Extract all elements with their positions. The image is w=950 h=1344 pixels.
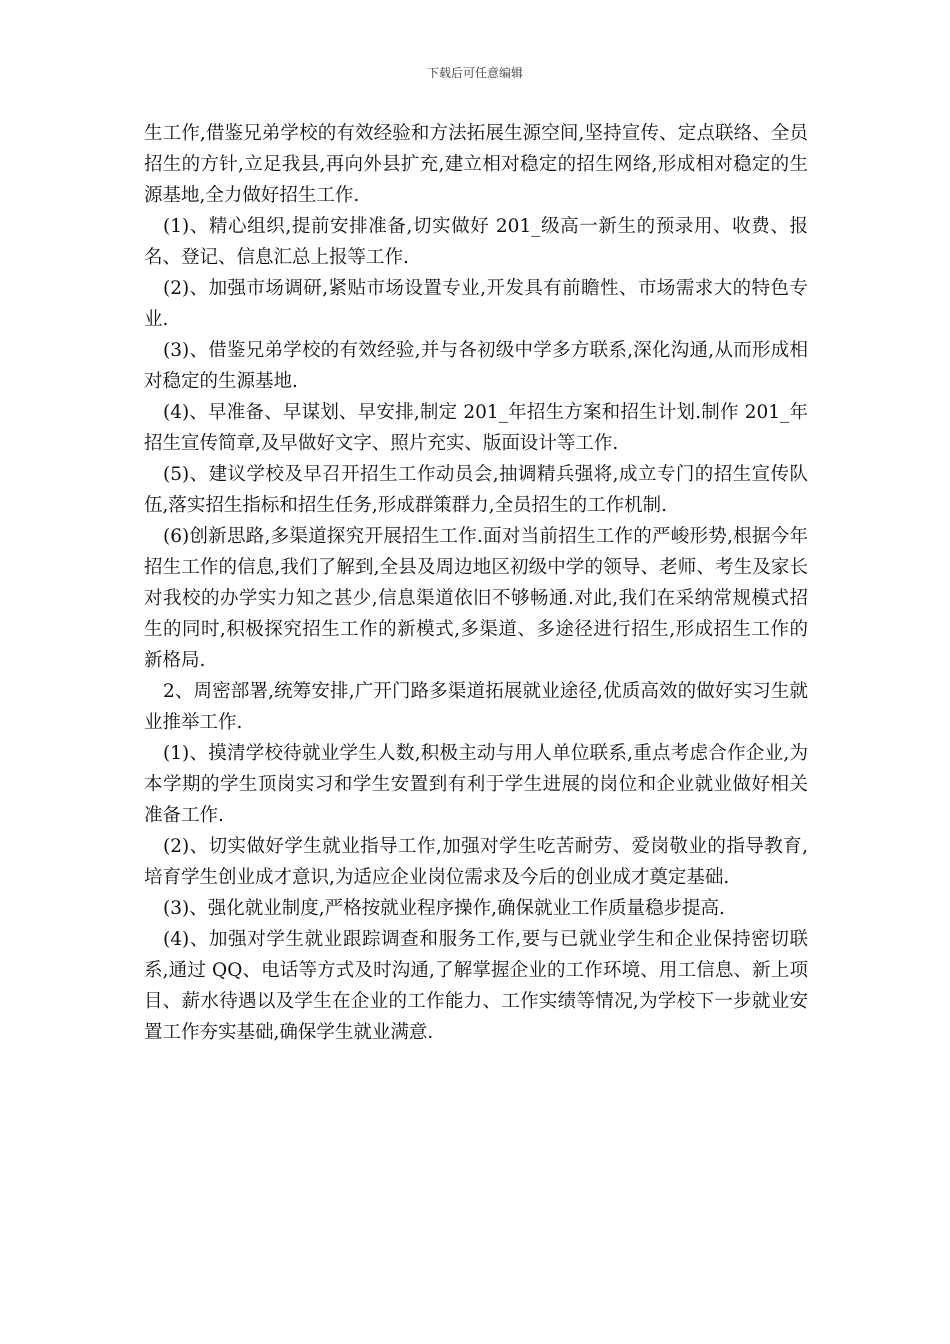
- page-header: 下载后可任意编辑: [426, 66, 523, 80]
- paragraph-intro: 生工作,借鉴兄弟学校的有效经验和方法拓展生源空间,坚持宣传、定点联络、全员招生的方针,立足我县,再向外县扩充,建立相对稳定的招生网络,形成相对稳定的生源基地,全力做好招生工作.: [144, 123, 808, 206]
- paragraph-item-3: (3)、借鉴兄弟学校的有效经验,并与各初级中学多方联系,深化沟通,从而形成相对稳定的生源基地.: [144, 340, 808, 392]
- paragraph-item-2: (2)、加强市场调研,紧贴市场设置专业,开发具有前瞻性、市场需求大的特色专业.: [144, 278, 808, 330]
- paragraph-item-6: (6)创新思路,多渠道探究开展招生工作.面对当前招生工作的严峻形势,根据今年招生工作的信息,我们了解到,全县及周边地区初级中学的领导、老师、考生及家长对我校的办学实力知之甚少,信息渠道依旧不够畅通.对此,我们在采纳常规模式招生的同时,积极探究招生工作的新模式,多渠道、多途径进行招生,形成招生工作的新格局.: [144, 526, 808, 671]
- paragraph-section-2-item-2: (2)、切实做好学生就业指导工作,加强对学生吃苦耐劳、爱岗敬业的指导教育,培育学生创业成才意识,为适应企业岗位需求及今后的创业成才奠定基础.: [144, 836, 808, 888]
- paragraph-section-2-item-3: (3)、强化就业制度,严格按就业程序操作,确保就业工作质量稳步提高.: [163, 898, 725, 919]
- document-body: [144, 118, 808, 1048]
- paragraph-section-2-item-1: (1)、摸清学校待就业学生人数,积极主动与用人单位联系,重点考虑合作企业,为本学期的学生顶岗实习和学生安置到有利于学生进展的岗位和企业就业做好相关准备工作.: [144, 743, 808, 826]
- paragraph-item-4: (4)、早准备、早谋划、早安排,制定 201_年招生方案和招生计划.制作 201_年招生宣传简章,及早做好文字、照片充实、版面设计等工作.: [144, 402, 808, 454]
- paragraph-item-1: (1)、精心组织,提前安排准备,切实做好 201_级高一新生的预录用、收费、报名、登记、信息汇总上报等工作.: [144, 216, 808, 268]
- paragraph-section-2-item-4: (4)、加强对学生就业跟踪调查和服务工作,要与已就业学生和企业保持密切联系,通过 QQ、电话等方式及时沟通,了解掌握企业的工作环境、用工信息、新上项目、薪水待遇以及学生在企业的工作能力、工作实绩等情况,为学校下一步就业安置工作夯实基础,确保学生就业满意.: [144, 929, 808, 1043]
- paragraph-item-5: (5)、建议学校及早召开招生工作动员会,抽调精兵强将,成立专门的招生宣传队伍,落实招生指标和招生任务,形成群策群力,全员招生的工作机制.: [144, 464, 808, 516]
- paragraph-section-2: 2、周密部署,统筹安排,广开门路多渠道拓展就业途径,优质高效的做好实习生就业推举工作.: [144, 681, 808, 733]
